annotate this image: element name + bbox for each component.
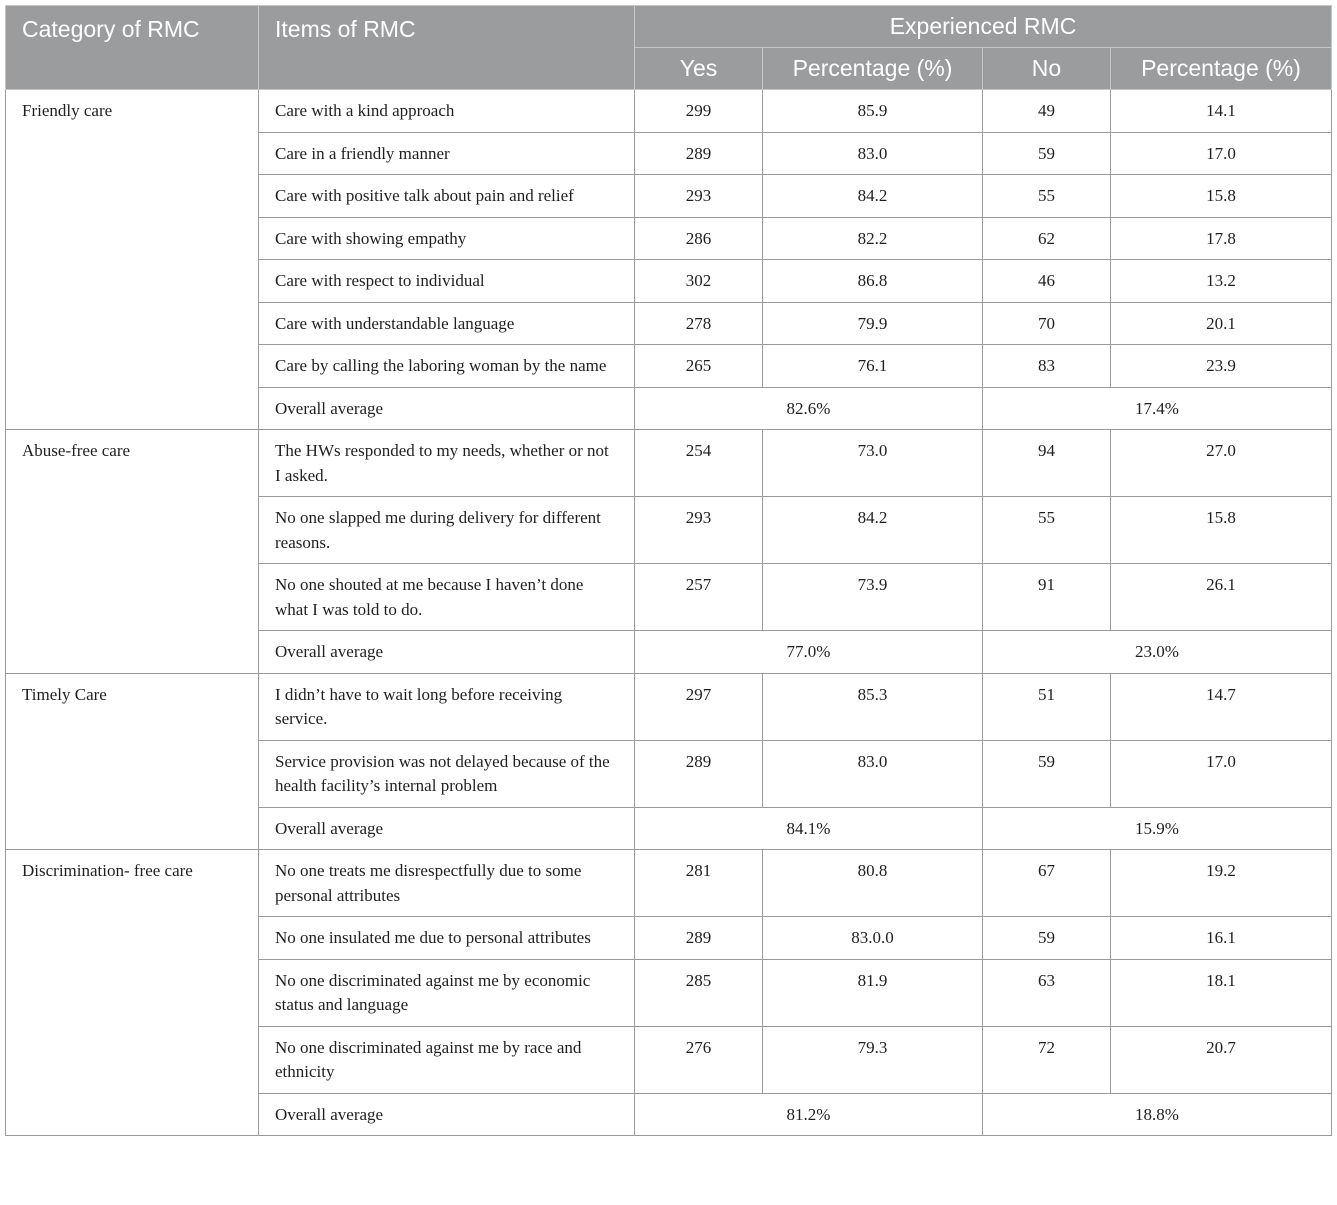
overall-average-label: Overall average [259, 1093, 635, 1136]
no-cell: 72 [983, 1026, 1111, 1093]
overall-no-value: 17.4% [983, 387, 1332, 430]
pct-yes-cell: 83.0 [763, 132, 983, 175]
yes-cell: 285 [635, 959, 763, 1026]
table-row [6, 917, 1332, 960]
item-cell: No one discriminated against me by race and ethnicity [259, 1026, 635, 1093]
table-row [6, 564, 1332, 631]
table-row [6, 850, 1332, 917]
pct-yes-cell: 80.8 [763, 850, 983, 917]
overall-yes-value: 82.6% [635, 387, 983, 430]
category-cell [6, 959, 259, 1026]
pct-yes-cell: 79.9 [763, 302, 983, 345]
no-cell: 70 [983, 302, 1111, 345]
yes-cell: 289 [635, 740, 763, 807]
pct-no-cell: 23.9 [1111, 345, 1332, 388]
no-cell: 51 [983, 673, 1111, 740]
overall-average-label: Overall average [259, 807, 635, 850]
pct-no-cell: 17.8 [1111, 217, 1332, 260]
category-cell: Friendly care [6, 90, 259, 133]
no-cell: 59 [983, 917, 1111, 960]
pct-yes-cell: 83.0.0 [763, 917, 983, 960]
category-cell: Timely Care [6, 673, 259, 740]
item-cell: No one shouted at me because I haven’t done what I was told to do. [259, 564, 635, 631]
no-cell: 67 [983, 850, 1111, 917]
table-row [6, 959, 1332, 1026]
header-no: No [983, 48, 1111, 90]
yes-cell: 278 [635, 302, 763, 345]
table-row [6, 497, 1332, 564]
category-cell [6, 217, 259, 260]
overall-average-row [6, 807, 1332, 850]
no-cell: 49 [983, 90, 1111, 133]
no-cell: 59 [983, 740, 1111, 807]
header-yes: Yes [635, 48, 763, 90]
category-cell [6, 631, 259, 674]
category-cell [6, 1026, 259, 1093]
header-experienced: Experienced RMC [635, 6, 1332, 48]
pct-no-cell: 17.0 [1111, 132, 1332, 175]
pct-no-cell: 20.7 [1111, 1026, 1332, 1093]
category-cell [6, 740, 259, 807]
yes-cell: 293 [635, 175, 763, 218]
category-cell [6, 302, 259, 345]
no-cell: 62 [983, 217, 1111, 260]
yes-cell: 254 [635, 430, 763, 497]
pct-yes-cell: 73.0 [763, 430, 983, 497]
item-cell: I didn’t have to wait long before receiving service. [259, 673, 635, 740]
table-row [6, 1026, 1332, 1093]
yes-cell: 289 [635, 917, 763, 960]
yes-cell: 289 [635, 132, 763, 175]
pct-yes-cell: 86.8 [763, 260, 983, 303]
pct-yes-cell: 84.2 [763, 175, 983, 218]
pct-no-cell: 15.8 [1111, 175, 1332, 218]
header-pct-yes: Percentage (%) [763, 48, 983, 90]
category-cell [6, 497, 259, 564]
no-cell: 63 [983, 959, 1111, 1026]
item-cell: No one slapped me during delivery for different reasons. [259, 497, 635, 564]
overall-average-row [6, 387, 1332, 430]
table-row [6, 217, 1332, 260]
category-cell: Abuse-free care [6, 430, 259, 497]
item-cell: Care with positive talk about pain and relief [259, 175, 635, 218]
category-cell [6, 1093, 259, 1136]
item-cell: Care with showing empathy [259, 217, 635, 260]
category-cell [6, 345, 259, 388]
yes-cell: 302 [635, 260, 763, 303]
overall-average-label: Overall average [259, 631, 635, 674]
table-row [6, 740, 1332, 807]
no-cell: 94 [983, 430, 1111, 497]
item-cell: Care with respect to individual [259, 260, 635, 303]
overall-average-row [6, 1093, 1332, 1136]
category-cell [6, 260, 259, 303]
overall-yes-value: 77.0% [635, 631, 983, 674]
overall-no-value: 15.9% [983, 807, 1332, 850]
pct-yes-cell: 82.2 [763, 217, 983, 260]
table-row [6, 430, 1332, 497]
category-cell [6, 807, 259, 850]
rmc-table [5, 5, 1332, 1136]
no-cell: 55 [983, 497, 1111, 564]
category-cell [6, 132, 259, 175]
yes-cell: 293 [635, 497, 763, 564]
no-cell: 46 [983, 260, 1111, 303]
overall-yes-value: 84.1% [635, 807, 983, 850]
pct-yes-cell: 85.3 [763, 673, 983, 740]
header-category: Category of RMC [6, 6, 259, 90]
pct-no-cell: 15.8 [1111, 497, 1332, 564]
category-cell [6, 917, 259, 960]
yes-cell: 281 [635, 850, 763, 917]
yes-cell: 297 [635, 673, 763, 740]
pct-no-cell: 13.2 [1111, 260, 1332, 303]
table-row [6, 345, 1332, 388]
item-cell: No one treats me disrespectfully due to some personal attributes [259, 850, 635, 917]
pct-no-cell: 18.1 [1111, 959, 1332, 1026]
overall-yes-value: 81.2% [635, 1093, 983, 1136]
yes-cell: 265 [635, 345, 763, 388]
item-cell: Care with a kind approach [259, 90, 635, 133]
no-cell: 59 [983, 132, 1111, 175]
overall-no-value: 23.0% [983, 631, 1332, 674]
table-row [6, 90, 1332, 133]
pct-no-cell: 16.1 [1111, 917, 1332, 960]
table-row [6, 673, 1332, 740]
table-row [6, 260, 1332, 303]
category-cell [6, 564, 259, 631]
item-cell: No one discriminated against me by economic status and language [259, 959, 635, 1026]
header-items: Items of RMC [259, 6, 635, 90]
pct-no-cell: 14.7 [1111, 673, 1332, 740]
pct-no-cell: 27.0 [1111, 430, 1332, 497]
no-cell: 91 [983, 564, 1111, 631]
pct-yes-cell: 79.3 [763, 1026, 983, 1093]
yes-cell: 286 [635, 217, 763, 260]
table-row [6, 132, 1332, 175]
item-cell: Care by calling the laboring woman by the name [259, 345, 635, 388]
table-row [6, 302, 1332, 345]
pct-yes-cell: 84.2 [763, 497, 983, 564]
pct-yes-cell: 76.1 [763, 345, 983, 388]
table-body [6, 90, 1332, 1136]
overall-average-row [6, 631, 1332, 674]
pct-no-cell: 20.1 [1111, 302, 1332, 345]
item-cell: Service provision was not delayed because of the health facility’s internal problem [259, 740, 635, 807]
overall-average-label: Overall average [259, 387, 635, 430]
pct-no-cell: 17.0 [1111, 740, 1332, 807]
item-cell: The HWs responded to my needs, whether or not I asked. [259, 430, 635, 497]
yes-cell: 299 [635, 90, 763, 133]
table-row [6, 175, 1332, 218]
item-cell: No one insulated me due to personal attributes [259, 917, 635, 960]
pct-no-cell: 26.1 [1111, 564, 1332, 631]
category-cell [6, 175, 259, 218]
table-header [6, 6, 1332, 90]
pct-yes-cell: 83.0 [763, 740, 983, 807]
pct-no-cell: 19.2 [1111, 850, 1332, 917]
overall-no-value: 18.8% [983, 1093, 1332, 1136]
category-cell: Discrimination- free care [6, 850, 259, 917]
yes-cell: 276 [635, 1026, 763, 1093]
pct-yes-cell: 85.9 [763, 90, 983, 133]
pct-yes-cell: 73.9 [763, 564, 983, 631]
no-cell: 83 [983, 345, 1111, 388]
yes-cell: 257 [635, 564, 763, 631]
header-pct-no: Percentage (%) [1111, 48, 1332, 90]
category-cell [6, 387, 259, 430]
no-cell: 55 [983, 175, 1111, 218]
pct-yes-cell: 81.9 [763, 959, 983, 1026]
pct-no-cell: 14.1 [1111, 90, 1332, 133]
item-cell: Care in a friendly manner [259, 132, 635, 175]
item-cell: Care with understandable language [259, 302, 635, 345]
